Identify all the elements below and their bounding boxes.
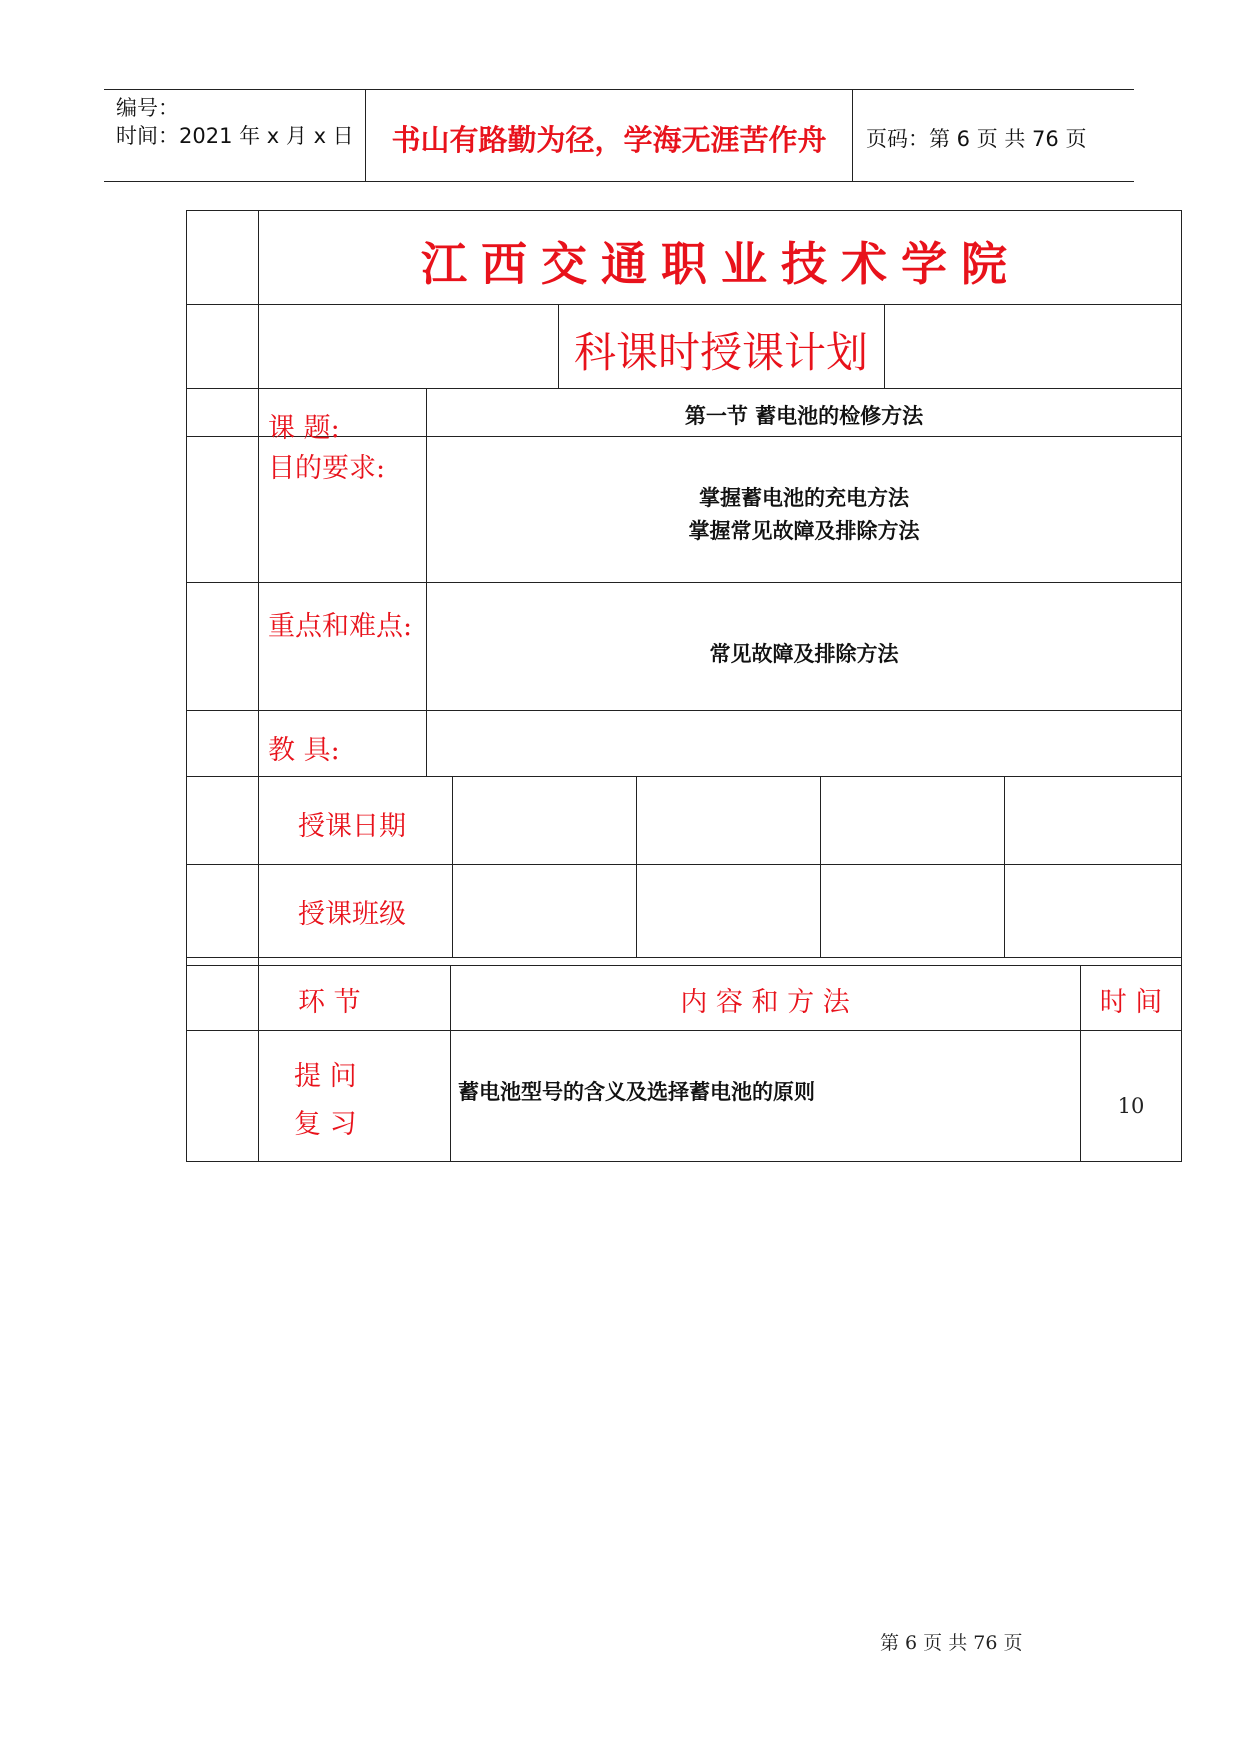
header-divider-left	[365, 90, 366, 182]
motto-text: 书山有路勤为径，学海无涯苦作舟	[391, 123, 827, 157]
row-rule-8b	[186, 965, 1182, 966]
page-code-label: 页码：第 6 页 共 76 页	[866, 127, 1087, 151]
schedule-divider-4	[1004, 776, 1005, 957]
date-label: 授课日期	[298, 811, 406, 842]
document-number-label: 编号：	[116, 96, 179, 120]
document-date-label: 时间：2021 年 x 月 x 日	[116, 124, 354, 148]
stage-line-2: 复 习	[294, 1109, 357, 1140]
objective-item: 掌握常见故障及排除方法	[688, 519, 920, 543]
schedule-divider-2	[636, 776, 637, 957]
college-name: 江西交通职业技术学院	[421, 237, 1021, 291]
row-rule-8a	[186, 957, 1182, 958]
objective-item: 掌握蓄电池的充电方法	[699, 486, 909, 510]
row-rule-5	[186, 710, 1182, 711]
row-time: 10	[1117, 1094, 1145, 1118]
topic-value: 第一节 蓄电池的检修方法	[684, 404, 924, 428]
tools-label: 教 具:	[268, 735, 340, 766]
stage-line-1: 提 问	[294, 1061, 357, 1092]
row-rule-9	[186, 1030, 1182, 1031]
schedule-divider-1	[452, 776, 453, 957]
row-content: 蓄电池型号的含义及选择蓄电池的原则	[458, 1080, 815, 1104]
row-rule-7	[186, 864, 1182, 865]
row-rule-4	[186, 582, 1182, 583]
time-header: 时 间	[1099, 987, 1163, 1018]
topic-label: 课 题:	[268, 413, 340, 444]
lesson-plan-form	[186, 210, 1182, 1162]
header-divider-right	[852, 90, 853, 182]
stage-header: 环 节	[298, 987, 361, 1018]
header-top-rule	[104, 89, 1134, 90]
row-rule-2	[186, 388, 1182, 389]
label-column-divider	[426, 388, 427, 776]
objectives-label: 目的要求:	[268, 453, 386, 484]
schedule-divider-3	[820, 776, 821, 957]
row-rule-1	[186, 304, 1182, 305]
keypoints-label: 重点和难点:	[268, 611, 413, 642]
header-bottom-rule	[104, 181, 1134, 182]
keypoints-value: 常见故障及排除方法	[709, 642, 899, 666]
page-footer: 第 6 页 共 76 页	[880, 1632, 1023, 1654]
row-rule-6	[186, 776, 1182, 777]
content-header: 内 容 和 方 法	[680, 987, 850, 1018]
plan-title-divider-right	[884, 304, 885, 388]
plan-title: 科课时授课计划	[573, 328, 868, 377]
left-column-divider	[258, 210, 259, 1162]
class-label: 授课班级	[298, 899, 406, 930]
